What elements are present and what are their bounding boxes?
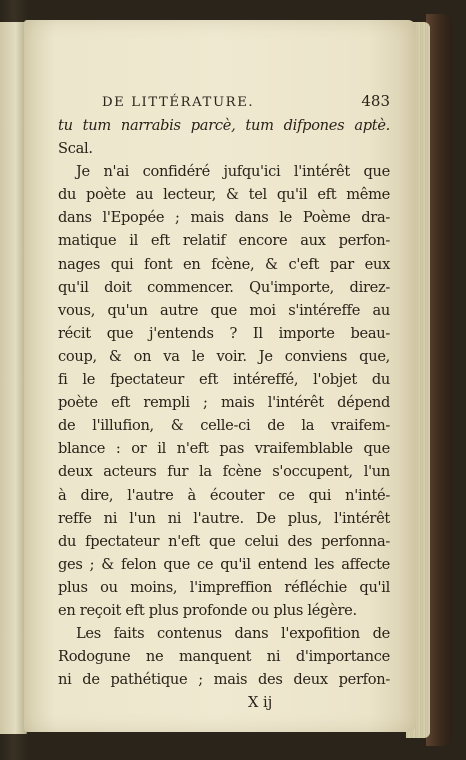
text-line: en reçoit eft plus profonde ou plus légère. — [58, 601, 357, 619]
text-line: plus ou moins, l'impreffion réfléchie qu'il — [58, 578, 390, 596]
page-number: 483 — [361, 92, 390, 110]
text-line: dans l'Epopée ; mais dans le Poème dra- — [58, 209, 390, 227]
page-text — [58, 92, 390, 714]
text-line: deux acteurs fur la fcène s'occupent, l'un — [58, 463, 390, 481]
text-line: Je n'ai confidéré jufqu'ici l'intérêt que — [76, 163, 390, 181]
text-line: Les faits contenus dans l'expofition de — [76, 625, 390, 643]
text-line: de l'illufion, & celle-ci de la vraifem- — [58, 417, 390, 435]
text-line: blance : or il n'eft pas vraifemblable que — [58, 440, 390, 458]
text-line: matique il eft relatif encore aux perfon- — [58, 232, 390, 250]
text-line: poète eft rempli ; mais l'intérêt dépend — [58, 394, 390, 412]
text-line: Scal. — [58, 140, 93, 158]
text-line: qu'il doit commencer. Qu'importe, direz- — [58, 278, 390, 296]
text-line: à dire, l'autre à écouter ce qui n'inté- — [58, 486, 390, 504]
text-line: tu tum narrabis parcè, tum difpones aptè. — [58, 117, 390, 134]
text-line: ges ; & felon que ce qu'il entend les affecte — [58, 555, 390, 573]
text-line: reffe ni l'un ni l'autre. De plus, l'intérêt — [58, 509, 390, 527]
signature-mark: X ij — [248, 694, 273, 712]
running-header — [58, 92, 390, 114]
text-line: coup, & on va le voir. Je conviens que, — [58, 347, 390, 365]
text-line: récit que j'entends ? Il importe beau- — [58, 324, 390, 342]
facing-page-edge — [0, 22, 27, 734]
text-line: Rodogune ne manquent ni d'importance — [58, 648, 390, 666]
text-line: du fpectateur n'eft que celui des perfonna- — [58, 532, 390, 550]
text-line: du poète au lecteur, & tel qu'il eft même — [58, 186, 390, 204]
text-line: fi le fpectateur eft intéreffé, l'objet du — [58, 371, 390, 389]
text-line: vous, qu'un autre que moi s'intéreffe au — [58, 301, 390, 319]
text-line: nages qui font en fcène, & c'eft par eux — [58, 255, 390, 273]
running-head-title: DE LITTÉRATURE. — [102, 95, 255, 110]
text-line: ni de pathétique ; mais des deux perfon- — [58, 671, 390, 689]
